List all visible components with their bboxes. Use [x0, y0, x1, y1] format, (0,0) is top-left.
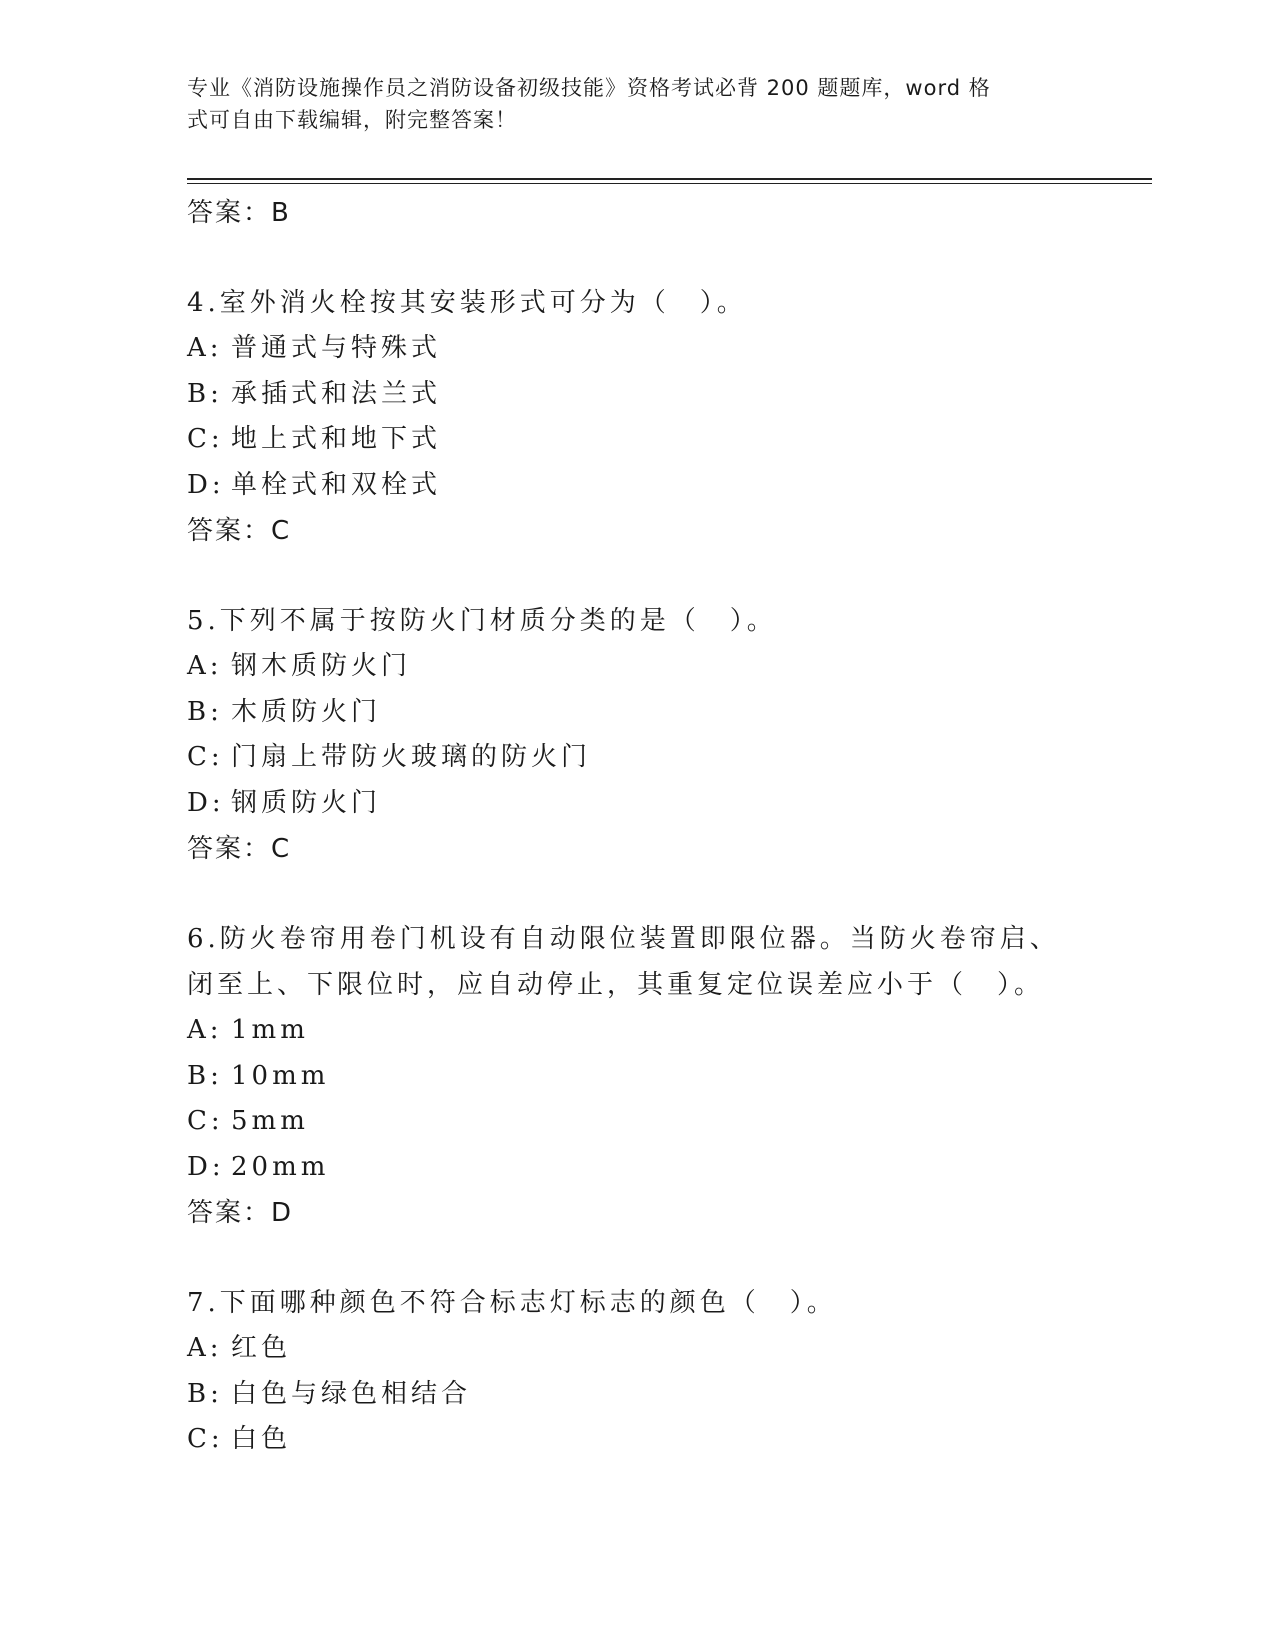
- option-letter: C:: [187, 1106, 224, 1136]
- option-b: [187, 372, 1087, 418]
- option-text: 1mm: [231, 1015, 309, 1045]
- option-letter: D:: [187, 469, 225, 500]
- option-c: [187, 735, 1087, 781]
- option-d: [187, 463, 1087, 509]
- option-letter: B:: [187, 696, 223, 727]
- option-text: 20mm: [231, 1151, 330, 1182]
- option-c: [187, 1417, 1087, 1463]
- question-4: [187, 280, 1087, 554]
- option-text: 门扇上带防火玻璃的防火门: [231, 742, 592, 772]
- question-7: [187, 1280, 1087, 1463]
- option-letter: B:: [187, 1378, 223, 1409]
- question-stem: 4.室外消火栓按其安装形式可分为（ ）。: [187, 288, 747, 318]
- question-stem: 5.下列不属于按防火门材质分类的是（ ）。: [187, 606, 777, 636]
- question-5: [187, 598, 1087, 872]
- option-a: [187, 644, 1087, 690]
- option-letter: C:: [187, 742, 224, 772]
- option-text: 白色: [231, 1424, 292, 1454]
- question-stem: 6.防火卷帘用卷门机设有自动限位装置即限位器。当防火卷帘启、闭至上、下限位时，应自动停止，其重复定位误差应小于（ ）。: [187, 924, 1060, 1000]
- header-divider-thick: [187, 178, 1152, 180]
- option-text: 地上式和地下式: [231, 424, 442, 454]
- option-c: [187, 1099, 1087, 1145]
- option-c: [187, 417, 1087, 463]
- option-text: 钢木质防火门: [231, 651, 412, 681]
- option-letter: C:: [187, 1424, 224, 1454]
- option-text: 钢质防火门: [231, 787, 382, 818]
- option-letter: A:: [187, 333, 223, 363]
- option-letter: A:: [187, 1333, 223, 1363]
- question-6: [187, 916, 1087, 1236]
- previous-answer: 答案：B: [187, 198, 291, 228]
- question-answer: 答案：C: [187, 834, 292, 864]
- option-a: [187, 326, 1087, 372]
- question-answer: 答案：C: [187, 516, 292, 546]
- option-a: [187, 1008, 1087, 1054]
- option-text: 普通式与特殊式: [231, 333, 442, 363]
- question-list: [187, 190, 1087, 1463]
- option-letter: D:: [187, 1151, 225, 1182]
- option-letter: B:: [187, 378, 223, 409]
- option-letter: D:: [187, 787, 225, 818]
- header-line-2: 式可自由下载编辑，附完整答案！: [187, 108, 517, 132]
- option-text: 5mm: [231, 1106, 309, 1136]
- option-letter: A:: [187, 651, 223, 681]
- document-header: [187, 72, 1067, 136]
- option-b: [187, 1372, 1087, 1418]
- header-line-1: 专业《消防设施操作员之消防设备初级技能》资格考试必背 200 题题库，word 格: [187, 76, 991, 100]
- option-d: [187, 781, 1087, 827]
- option-text: 白色与绿色相结合: [231, 1378, 472, 1409]
- option-letter: B:: [187, 1060, 223, 1091]
- option-text: 单栓式和双栓式: [231, 469, 442, 500]
- option-letter: A:: [187, 1015, 223, 1045]
- option-text: 10mm: [231, 1060, 330, 1091]
- option-d: [187, 1145, 1087, 1191]
- option-text: 红色: [231, 1333, 292, 1363]
- option-a: [187, 1326, 1087, 1372]
- option-text: 木质防火门: [231, 696, 382, 727]
- option-letter: C:: [187, 424, 224, 454]
- option-text: 承插式和法兰式: [231, 378, 442, 409]
- question-answer: 答案：D: [187, 1198, 294, 1228]
- question-stem: 7.下面哪种颜色不符合标志灯标志的颜色（ ）。: [187, 1288, 837, 1318]
- option-b: [187, 690, 1087, 736]
- header-divider-thin: [187, 183, 1152, 184]
- option-b: [187, 1054, 1087, 1100]
